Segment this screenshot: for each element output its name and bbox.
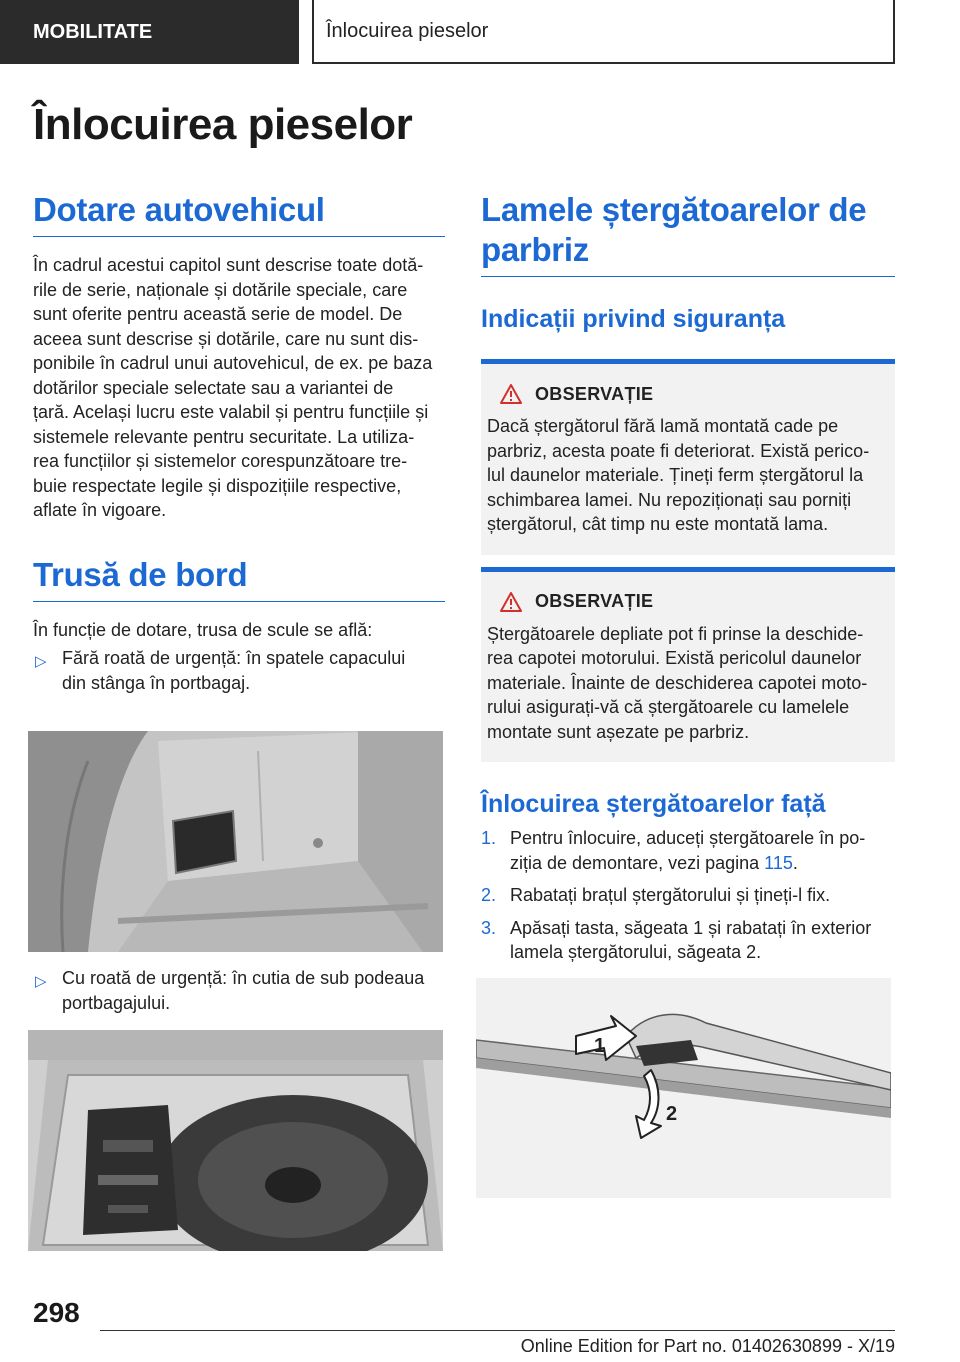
page-link[interactable]: 115	[764, 852, 793, 873]
spare-wheel-photo	[28, 1030, 443, 1251]
heading-replace-front: Înlocuirea ștergătoarelor față	[481, 790, 826, 818]
arrow-label-2: 2	[666, 1103, 678, 1125]
warning-triangle-icon	[487, 590, 535, 614]
note-box-2	[481, 567, 895, 763]
step-1: 1. Pentru înlocuire, aduceți ștergătoarele în po- ziția de demontare, vezi pagina 115.	[481, 828, 866, 873]
trusa-intro: În funcție de dotare, trusa de scule se află:	[33, 619, 373, 640]
right-column	[481, 190, 895, 965]
triangle-bullet-icon: ▷	[35, 653, 47, 670]
heading-trusa: Trusă de bord	[33, 555, 445, 602]
bullet-with-spare: ▷ Cu roată de urgență: în cutia de sub podeaua portbagajului.	[35, 968, 425, 1013]
step-2: 2. Rabatați brațul ștergătorului și țineți-l fix.	[481, 885, 831, 905]
note-header: OBSERVAȚIE	[487, 590, 889, 614]
arrow-label-1: 1	[594, 1035, 606, 1057]
header-chapter: Înlocuirea pieselor	[312, 0, 895, 64]
heading-safety: Indicații privind siguranța	[481, 305, 786, 333]
left-column	[33, 190, 445, 695]
bullet-no-spare: ▷ Fără roată de urgență: în spatele capacului din stânga în portbagaj.	[35, 648, 406, 693]
wiper-blade-illustration	[476, 978, 891, 1198]
page-number: 298	[33, 1297, 80, 1328]
step-3: 3. Apăsați tasta, săgeata 1 și rabatați în exterior lamela ștergătorului, săgeata 2.	[481, 917, 872, 962]
triangle-bullet-icon: ▷	[35, 973, 47, 990]
heading-wiper-blades: Lamele ștergătoarelor de parbriz	[481, 190, 895, 277]
trunk-side-panel-photo	[28, 731, 443, 952]
note-1-text: Dacă ștergătorul fără lamă montată cade pe parbriz, acesta poate fi deteriorat. Există perico- lul daunelor materiale. Țineți ferm ștergătorul la schimbarea lamei. Nu repoziționați sau porniți ștergătorul, cât timp nu este montată lama.	[487, 416, 870, 534]
note-header: OBSERVAȚIE	[487, 382, 889, 406]
page-title: Înlocuirea pieselor	[33, 100, 413, 149]
warning-triangle-icon	[487, 382, 535, 406]
heading-dotare: Dotare autovehicul	[33, 190, 445, 237]
note-box-1	[481, 359, 895, 555]
dotare-text: În cadrul acestui capitol sunt descrise toate dotă- rile de serie, naționale și dotările speciale, care sunt oferite pentru această serie de model. De aceea sunt descrise și dotările, care nu sunt dis- ponibile în cadrul unui autovehicul, de ex. pe baza dotărilor speciale selectate sau a variantei de țară. Același lucru este valabil și pentru funcțiile și sistemele relevante pentru securitate. La utiliza- rea funcțiilor și sistemelor corespunzătoare tre- buie respectate legile și dispozițiile respective, aflate în vigoare.	[33, 255, 433, 520]
footer-edition: Online Edition for Part no. 01402630899 - X/19	[520, 1336, 895, 1356]
header-section: MOBILITATE	[0, 0, 299, 64]
note-2-text: Ștergătoarele depliate pot fi prinse la deschide- rea capotei motorului. Există pericolul daunelor materiale. Înainte de deschiderea capotei moto- rului asigurați-vă că ștergătoarele cu lamelele montate sunt așezate pe parbriz.	[487, 623, 868, 742]
steps-list	[481, 826, 895, 965]
footer-divider	[100, 1330, 895, 1331]
